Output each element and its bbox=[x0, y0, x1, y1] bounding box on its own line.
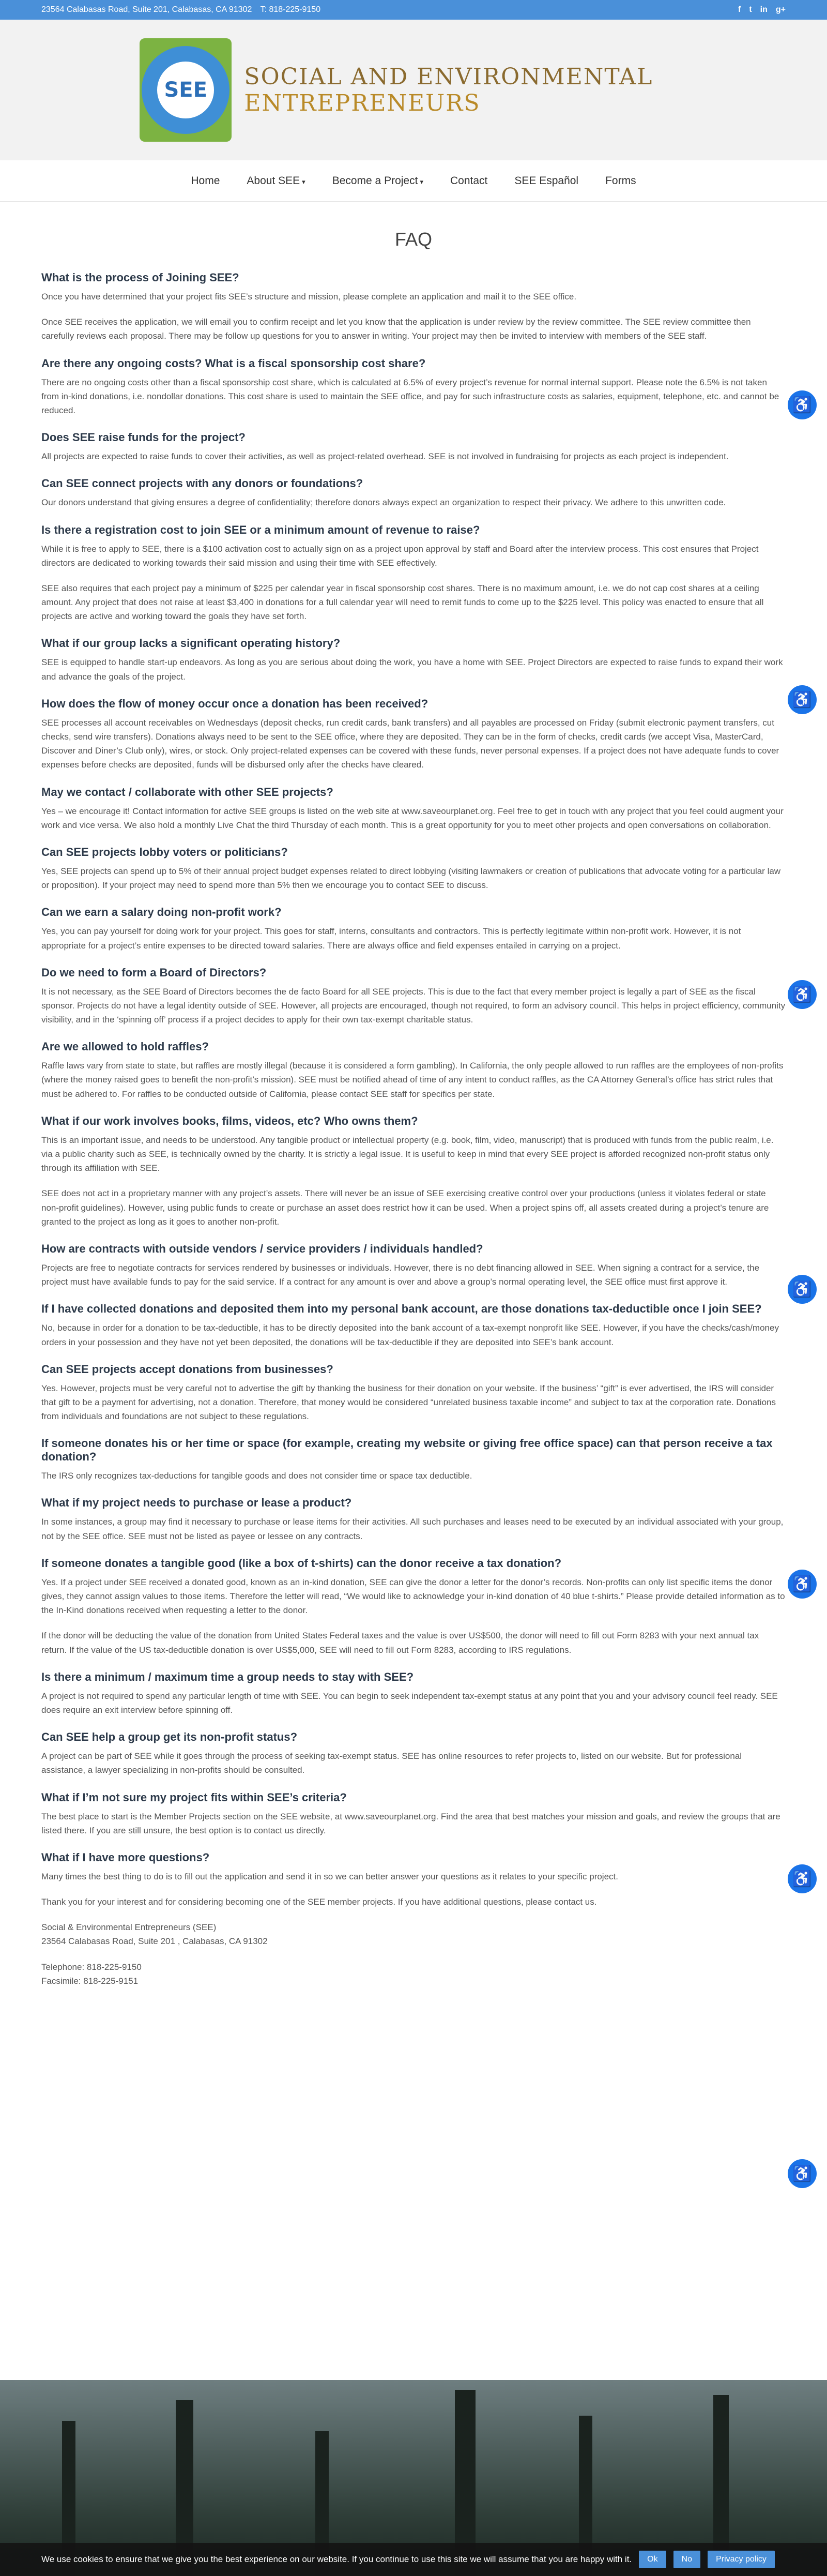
faq-question: If someone donates his or her time or space (for example, creating my website or giving free office space) can that person receive a tax donation? bbox=[41, 1437, 773, 1464]
contact-address-block bbox=[41, 1920, 786, 1948]
faq-answer: Our donors understand that giving ensures a degree of confidentiality; therefore donors always expect an organization to respect their privacy. We adhere to this unwritten code. bbox=[41, 498, 726, 508]
faq-answer: This is an important issue, and needs to be understood. Any tangible product or intellectual property (e.g. book, film, video, manuscript) that is produced with funds from the public realm, i.e. via a public charity such as SEE, is technically owned by the charity. It is strictly a legal issue. It is useful to keep in mind that every SEE project is afforded recognized non-profit status only through its affiliation with SEE. bbox=[41, 1135, 774, 1173]
faq-question: What if my project needs to purchase or lease a product? bbox=[41, 1496, 352, 1510]
faq-answer: Yes. However, projects must be very careful not to advertise the gift by thanking the business for their donation on your website. If the business’ “gift” is ever advertised, the IRS will consider that gift to be a payment for advertising, not a donation. Therefore, that money would be considered “unrelated business taxable income” and subject to tax at the corporation rate. Donations from individuals and foundations are not subject to these regulations. bbox=[41, 1383, 776, 1422]
faq-question: What is the process of Joining SEE? bbox=[41, 271, 239, 284]
faq-answer: Thank you for your interest and for considering becoming one of the SEE member projects. If you have additional questions, please contact us. bbox=[41, 1897, 597, 1907]
faq-question: What if I’m not sure my project fits within SEE’s criteria? bbox=[41, 1790, 347, 1804]
faq-answer: Many times the best thing to do is to fill out the application and send it in so we can better answer your questions as it relates to your specific project. bbox=[41, 1871, 618, 1881]
faq-question: What if I have more questions? bbox=[41, 1850, 210, 1864]
accessibility-icon[interactable]: ♿ bbox=[788, 1275, 817, 1304]
nav-item-home[interactable] bbox=[191, 175, 220, 187]
faq-question: Are we allowed to hold raffles? bbox=[41, 1040, 209, 1053]
nav-item-label: Forms bbox=[605, 174, 636, 187]
faq-answer: Once SEE receives the application, we will email you to confirm receipt and let you know that the application is under review by the review committee. The SEE review committee then carefully reviews each proposal. There may be follow up questions for you to answer in writing. Your project may then be invited to interview with members of the SEE staff. bbox=[41, 317, 751, 341]
faq-answer: SEE also requires that each project pay a minimum of $225 per calendar year in fiscal sponsorship cost shares. There is no maximum amount, i.e. we do not cap cost shares at a ceiling amount. Any project that does not raise at least $3,400 in donations for a full calendar year will need to remit funds to come up to the $225 level. This policy was enacted to ensure that all projects are active and working toward the goals they have set forth. bbox=[41, 583, 764, 622]
faq-answer: Yes, you can pay yourself for doing work for your project. This goes for staff, interns, consultants and contractors. This is perfectly legitimate within non-profit work. However, it is not appropriate for a project’s entire expenses to be directed toward salaries. There are always office and field expenses entailed in carrying on a project. bbox=[41, 926, 741, 951]
cookie-ok-button[interactable]: Ok bbox=[639, 2551, 666, 2568]
nav-item-contact[interactable] bbox=[450, 175, 487, 187]
contact-address: 23564 Calabasas Road, Suite 201 , Calabasas, CA 91302 bbox=[41, 1936, 268, 1947]
contact-org: Social & Environmental Entrepreneurs (SEE) bbox=[41, 1922, 217, 1933]
faq-answer: While it is free to apply to SEE, there is a $100 activation cost to actually sign on as a project upon approval by staff and Board after the interview process. This cost ensures that Project directors are dedicated to working towards their said mission and using their time with SEE effectively. bbox=[41, 544, 759, 568]
faq-answer: SEE does not act in a proprietary manner with any project’s assets. There will never be an issue of SEE exercising creative control over your productions (unless it violates federal or state non-profit guidelines). However, using public funds to create or purchase an asset does restrict how it can be used. When a project spins off, all assets created during a project’s tenure are granted to the project as long as it goes to another non-profit. bbox=[41, 1188, 769, 1227]
main-content bbox=[0, 229, 827, 1988]
faq-answer: The IRS only recognizes tax-deductions for tangible goods and does not consider time or space tax deductible. bbox=[41, 1471, 472, 1481]
privacy-policy-button[interactable]: Privacy policy bbox=[708, 2551, 775, 2568]
faq-answer: All projects are expected to raise funds to cover their activities, as well as project-related overhead. SEE is not involved in fundraising for projects as each project is independent. bbox=[41, 451, 729, 462]
faq-question: Can SEE connect projects with any donors or foundations? bbox=[41, 477, 363, 490]
faq-question: Is there a registration cost to join SEE or a minimum amount of revenue to raise? bbox=[41, 523, 480, 536]
faq-answer: Yes, SEE projects can spend up to 5% of their annual project budget expenses related to direct lobbying (visiting lawmakers or creation of publications that advocate voting for a particular law or proposition). If your project may need to spend more than 5% then we encourage you to contact SEE to discuss. bbox=[41, 866, 781, 891]
faq-question: If I have collected donations and deposited them into my personal bank account, are those donations tax-deductible once I join SEE? bbox=[41, 1302, 762, 1316]
top-bar bbox=[0, 0, 827, 20]
faq-answer: A project is not required to spend any particular length of time with SEE. You can begin to seek independent tax-exempt status at any point that you and your advisory council feel ready. SEE does require an exit interview before spinning off. bbox=[41, 1691, 778, 1715]
logo-text: SEE bbox=[157, 62, 214, 118]
faq-answer: It is not necessary, as the SEE Board of Directors becomes the de facto Board for all SEE projects. This is due to the fact that every member project is legally a part of SEE as the fiscal sponsor. Projects do not have a legal identity outside of SEE. However, all projects are encouraged, though not required, to form an advisory council. This helps in project efficiency, community visibility, and in the ‘spinning off’ process if a project decides to apply for their own tax-exempt charitable status. bbox=[41, 986, 786, 1025]
cookie-text: We use cookies to ensure that we give you the best experience on our website. If you continue to use this site we will assume that you are happy with it. bbox=[41, 2554, 632, 2564]
faq-list bbox=[41, 271, 786, 1909]
contact-phones bbox=[41, 1960, 786, 1988]
faq-question: Can SEE help a group get its non-profit status? bbox=[41, 1730, 298, 1744]
faq-question: Can SEE projects lobby voters or politicians? bbox=[41, 845, 288, 858]
social-links bbox=[738, 5, 786, 14]
main-nav bbox=[0, 160, 827, 202]
faq-answer: A project can be part of SEE while it goes through the process of seeking tax-exempt status. SEE has online resources to refer projects to, listed on our website. But for professional assistance, a lawyer specializing in non-profits should be consulted. bbox=[41, 1751, 742, 1775]
cookie-banner bbox=[0, 2543, 827, 2576]
accessibility-icon[interactable]: ♿ bbox=[788, 2159, 817, 2188]
faq-question: What if our group lacks a significant operating history? bbox=[41, 637, 341, 650]
nav-item-become-project[interactable] bbox=[332, 175, 423, 187]
faq-question: May we contact / collaborate with other SEE projects? bbox=[41, 785, 333, 799]
contact-facsimile: Facsimile: 818-225-9151 bbox=[41, 1976, 139, 1986]
faq-question: How does the flow of money occur once a donation has been received? bbox=[41, 697, 428, 710]
page-title: FAQ bbox=[394, 229, 433, 250]
faq-answer: Raffle laws vary from state to state, but raffles are mostly illegal (because it is considered a form gambling). In California, the only people allowed to run raffles are the employees of non-profits (where the money raised goes to benefit the non-profit’s mission). SEE must be notified ahead of time of any intent to conduct raffles, as the CA Attorney General’s office has strict rules that must be adhered to. For raffles to be conducted outside of California, please contact SEE staff for specifics per state. bbox=[41, 1061, 784, 1099]
accessibility-icon[interactable]: ♿ bbox=[788, 980, 817, 1009]
faq-answer: Yes – we encourage it! Contact information for active SEE groups is listed on the web site at www.saveourplanet.org. Feel free to get in touch with any project that you feel could augment your work and vice versa. We also hold a monthly Live Chat the third Thursday of each month. This is a great opportunity for you to meet other projects and open conversations on collaboration. bbox=[41, 806, 784, 830]
faq-question: How are contracts with outside vendors / service providers / individuals handled? bbox=[41, 1242, 483, 1255]
faq-answer: There are no ongoing costs other than a fiscal sponsorship cost share, which is calculated at 6.5% of every project’s revenue for normal internal support. Please note the 6.5% is not taken from in-kind donations, i.e. nondollar donations. This cost share is used to maintain the SEE office, and pay for such infrastructure costs as salaries, equipment, telephone, etc. and cannot be reduced. bbox=[41, 377, 779, 415]
logo-ring bbox=[142, 46, 229, 134]
cookie-no-button[interactable]: No bbox=[673, 2551, 700, 2568]
faq-answer: Projects are free to negotiate contracts for services rendered by businesses or individuals. However, there is no debt financing allowed in SEE. When signing a contract for a service, the project must have available funds to pay for the said service. If a contract for any amount is over and above a group’s normal operating level, the SEE office must first approve it. bbox=[41, 1262, 760, 1287]
faq-question: If someone donates a tangible good (like a box of t-shirts) can the donor receive a tax donation? bbox=[41, 1556, 562, 1570]
top-contact bbox=[41, 5, 327, 14]
nav-item-label: Home bbox=[191, 174, 220, 187]
google-plus-icon[interactable]: g+ bbox=[775, 5, 786, 14]
nav-item-espanol[interactable] bbox=[514, 175, 578, 187]
site-logo[interactable] bbox=[140, 38, 232, 142]
faq-answer: Once you have determined that your project fits SEE’s structure and mission, please complete an application and mail it to the SEE office. bbox=[41, 292, 577, 302]
nav-item-forms[interactable] bbox=[605, 175, 636, 187]
top-address: 23564 Calabasas Road, Suite 201, Calabasas, CA 91302 bbox=[41, 5, 252, 14]
nav-item-label: Become a Project bbox=[332, 174, 418, 187]
faq-question: Are there any ongoing costs? What is a fiscal sponsorship cost share? bbox=[41, 356, 426, 370]
accessibility-icon[interactable]: ♿ bbox=[788, 1864, 817, 1893]
faq-question: Can SEE projects accept donations from businesses? bbox=[41, 1362, 333, 1376]
faq-answer: In some instances, a group may find it necessary to purchase or lease items for their activities. All such purchases and leases need to be executed by an individual associated with your group, not by the SEE office. SEE must not be listed as payee or lessee on any contracts. bbox=[41, 1517, 784, 1541]
faq-question: What if our work involves books, films, videos, etc? Who owns them? bbox=[41, 1114, 418, 1127]
faq-answer: No, because in order for a donation to be tax-deductible, it has to be directly deposited into the bank account of a tax-exempt nonprofit like SEE. However, if you have the checks/cash/money orders in your possession and they have not yet been deposited, the donations will be tax-deductible if they are deposited into SEE’s bank account. bbox=[41, 1323, 779, 1347]
contact-telephone: Telephone: 818-225-9150 bbox=[41, 1962, 142, 1972]
faq-answer: The best place to start is the Member Projects section on the SEE website, at www.saveourplanet.org. Find the area that best matches your mission and goals, and review the groups that are listed there. If you are still unsure, the best option is to contact us directly. bbox=[41, 1811, 780, 1835]
nav-item-label: SEE Español bbox=[514, 174, 579, 187]
brand-part-1: SOCIAL AND ENVIRONMENTAL bbox=[244, 64, 653, 90]
brand-name bbox=[244, 64, 827, 116]
chevron-down-icon: ▾ bbox=[302, 177, 305, 186]
accessibility-icon[interactable]: ♿ bbox=[788, 390, 817, 419]
nav-item-label: Contact bbox=[450, 174, 488, 187]
faq-answer: SEE processes all account receivables on Wednesdays (deposit checks, run credit cards, bank transfers) and all payables are processed on Friday (submit electronic payment transfers, cut checks, send wire transfers). Donations always need to be sent to the SEE office, where they are deposited. They can be in the form of checks, credit cards (we accept Visa, MasterCard, Discover and Diner’s Club only), wires, or stock. Only project-related expenses can be covered with these funds, never personal expenses. If a project does not have adequate funds to cover expenses before checks are deposited, funds will be disbursed only after the checks have cleared. bbox=[41, 717, 779, 770]
linkedin-icon[interactable]: in bbox=[760, 5, 768, 14]
top-phone[interactable]: T: 818-225-9150 bbox=[260, 5, 321, 14]
nav-item-label: About SEE bbox=[247, 174, 300, 187]
faq-answer: If the donor will be deducting the value of the donation from United States Federal taxes and the value is over US$500, the donor will need to fill out Form 8283 with your next annual tax return. If the value of the US tax-deductible donation is over US$5,000, SEE will need to fill out Form 8283, according to IRS regulations. bbox=[41, 1631, 759, 1655]
faq-question: Can we earn a salary doing non-profit work? bbox=[41, 906, 282, 919]
brand-part-2: ENTREPRENEURS bbox=[244, 90, 481, 116]
facebook-icon[interactable]: f bbox=[738, 5, 741, 14]
accessibility-icon[interactable]: ♿ bbox=[788, 1570, 817, 1599]
contact-block bbox=[41, 1920, 786, 1988]
accessibility-icon[interactable]: ♿ bbox=[788, 685, 817, 714]
chevron-down-icon: ▾ bbox=[420, 177, 423, 186]
site-header bbox=[0, 20, 827, 160]
faq-answer: Yes. If a project under SEE received a donated good, known as an in-kind donation, SEE can give the donor a letter for the donor’s records. Non-profits can only list specific items the donor gives, they cannot assign values to those items. Therefore the letter will read, “We would like to acknowledge your in-kind donation of 40 blue t-shirts.” Please provide detailed information as to the In-Kind donations received when requesting a letter to the donor. bbox=[41, 1577, 785, 1616]
faq-answer: SEE is equipped to handle start-up endeavors. As long as you are serious about doing the work, you have a home with SEE. Project Directors are expected to raise funds to expand their work and advance the goals of the project. bbox=[41, 657, 783, 682]
nav-item-about[interactable] bbox=[247, 175, 305, 187]
faq-question: Does SEE raise funds for the project? bbox=[41, 431, 246, 444]
faq-question: Do we need to form a Board of Directors? bbox=[41, 966, 267, 979]
faq-question: Is there a minimum / maximum time a group needs to stay with SEE? bbox=[41, 1670, 414, 1683]
twitter-icon[interactable]: t bbox=[749, 5, 752, 14]
